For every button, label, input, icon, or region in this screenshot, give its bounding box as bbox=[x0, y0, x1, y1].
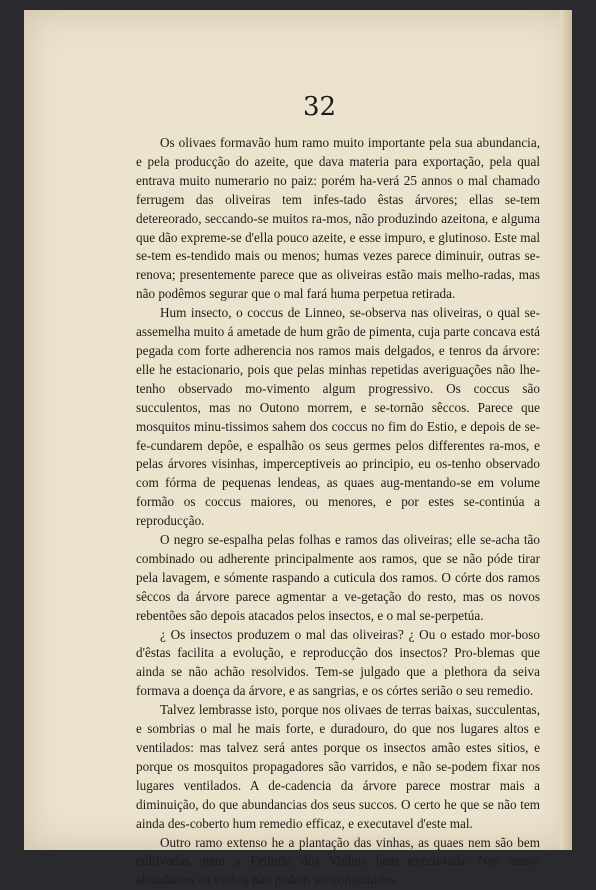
page-spine-edge bbox=[560, 10, 572, 850]
paragraph: ¿ Os insectos produzem o mal das oliveiras? ¿ Ou o estado mor-boso d'êstas facilita a evolução, e reproducção dos insectos? Pro-blemas que ainda se não achão resolvidos. Tem-se julgado que a plethora da seiva formava a doença da árvore, e as sangrias, e os córtes serião o seu remedio. bbox=[136, 626, 540, 699]
paragraph: Talvez lembrasse isto, porque nos olivaes de terras baixas, succulentas, e sombrias o mal he mais forte, e duradouro, do que nos lugares altos e ventilados: mas talvez será antes porque os insectos amão estes sitios, e porque os mosquitos propagadores são varridos, e não se-podem fixar nos lugares ventilados. A de-cadencia da árvore parece mostrar mais a diminuição, do que abundancias dos seus succos. O certo he que se não tem ainda des-coberto hum remedio efficaz, e executavel d'este mal. bbox=[136, 702, 540, 831]
page-number: 32 bbox=[303, 92, 337, 122]
text-body bbox=[136, 134, 540, 890]
paragraph: Os olivaes formavão hum ramo muito importante pela sua abundancia, e pela producção do azeite, que dava materia para exportação, pela qual entrava muito numerario no paiz: porém ha-verá 25 annos o mal chamado ferrugem das oliveiras tem infes-tado êstas árvores; ellas se-tem detereorado, seccando-se muitos ra-mos, não produzindo azeitona, e alguma que dão expreme-se d'ella pouco azeite, e esse impuro, e glutinoso. Este mal se-tem es-tendido mais ou menos; humas vezes parece diminuir, outras se-renova; presentemente parece que as oliveiras estão mais melho-radas, mas não podêmos segurar que o mal fará huma perpetua retirada. bbox=[136, 135, 540, 302]
paragraph: Outro ramo extenso he a plantação das vinhas, as quaes nem são bem cultivadas, nem a Feitoria dos Vinhos bem execu-tada. Nos annos abundantes os vinhos não podem ser consumidos bbox=[136, 834, 540, 888]
paragraph: Hum insecto, o coccus de Linneo, se-observa nas oliveiras, o qual se-assemelha muito á ametade de hum grão de pimenta, cuja parte concava está pegada com forte adherencia nos ramos mais delgados, e tenros da árvore: elle he estacionario, pois que pelas minhas repetidas averiguações não lhe-tenho observado mo-vimento algum progressivo. Os coccus são succulentos, mas no Outono morrem, e se-tornão sêccos. Parece que mosquitos minu-tissimos sahem dos coccus no fim do Estio, e depois de se-fe-cundarem depôe, e espalhão os seus germes pelos differentes ra-mos, e pelas árvores visinhas, imperceptiveis ao principio, eu os-tenho observado com fórma de pequenas lendeas, as quaes aug-mentando-se em volume formão os coccus maiores, ou menores, e por estes se-continúa a reproducção. bbox=[136, 305, 540, 529]
paragraph: O negro se-espalha pelas folhas e ramos das oliveiras; elle se-acha tão combinado ou adherente principalmente aos ramos, que se não póde tirar pela lavagem, e sómente raspando a cuticula dos ramos. O córte dos ramos sêccos da árvore parece agmentar a ve-getação do resto, mas os novos rebentões são depois atacados pelos insectos, e o mal se-perpetúa. bbox=[136, 532, 540, 623]
